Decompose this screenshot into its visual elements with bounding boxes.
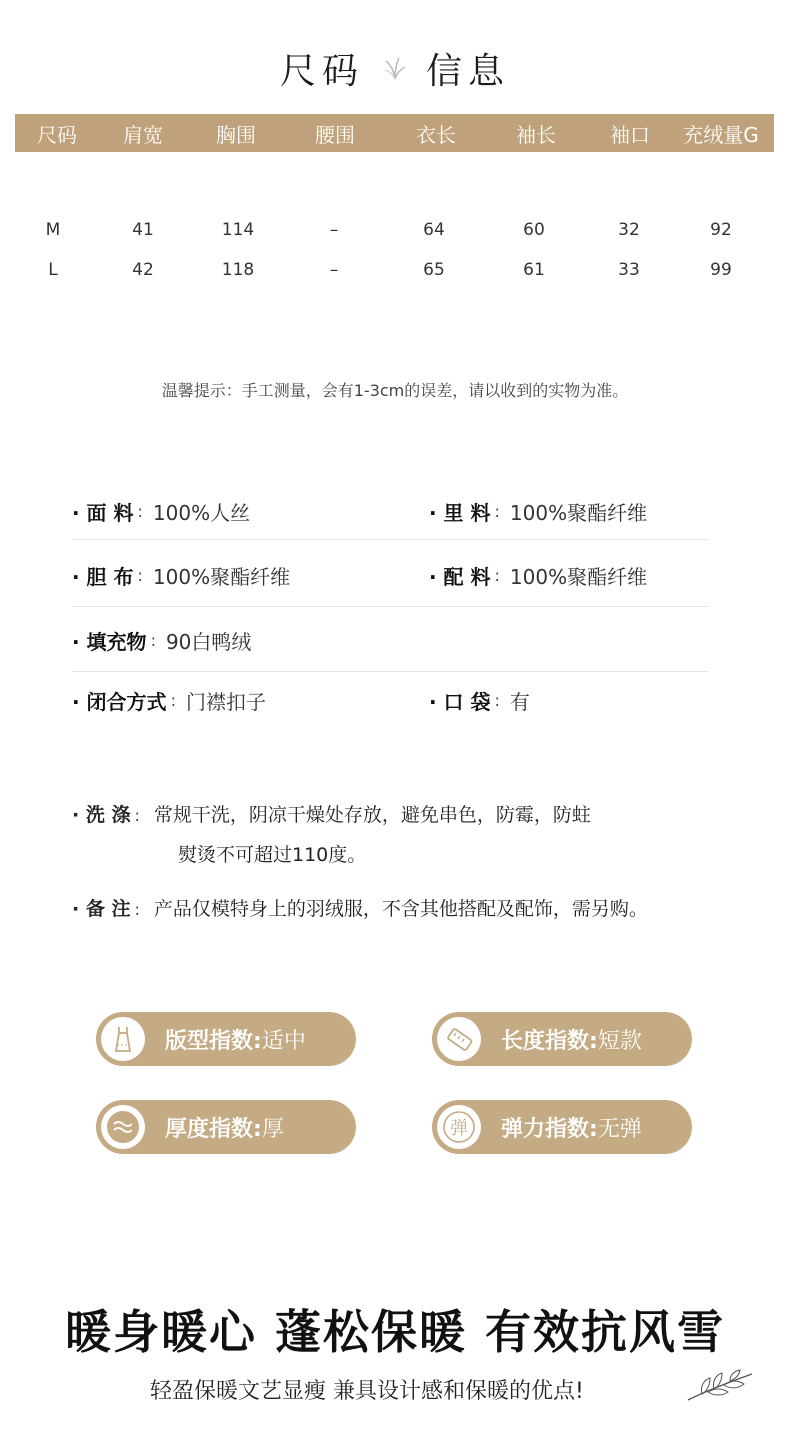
table-cell: 118 — [221, 260, 255, 280]
index-label: 版型指数: — [165, 1028, 262, 1054]
header-cell: 袖长 — [516, 122, 556, 147]
spec-label: · 口 袋 — [429, 689, 491, 714]
grass-leaf-icon — [382, 55, 408, 81]
length-index-pill — [432, 1012, 692, 1066]
waves-icon — [101, 1105, 145, 1149]
table-cell: 92 — [710, 220, 732, 240]
spec-filling: · 填充物 : 90白鸭绒 — [72, 618, 251, 662]
index-label: 弹力指数: — [501, 1116, 598, 1142]
size-table-header — [15, 114, 774, 152]
table-cell: 32 — [618, 220, 640, 240]
table-cell: M — [45, 220, 61, 240]
table-cell: 33 — [618, 260, 640, 280]
leaf-branch-icon — [684, 1368, 756, 1404]
spec-value: 门襟扣子 — [185, 689, 266, 714]
spec-label: · 里 料 — [429, 500, 491, 525]
spec-lining: · 里 料 : 100%聚酯纤维 — [429, 489, 647, 533]
spec-liner: · 胆 布 : 100%聚酯纤维 — [72, 553, 290, 597]
spec-trim: · 配 料 : 100%聚酯纤维 — [429, 553, 647, 597]
spec-pocket: · 口 袋 : 有 — [429, 678, 530, 722]
spec-label: · 填充物 — [72, 629, 147, 654]
table-cell: 99 — [710, 260, 732, 280]
wash-line2: 熨烫不可超过110度。 — [178, 844, 367, 866]
header-cell: 胸围 — [216, 122, 256, 147]
spec-label: · 胆 布 — [72, 564, 134, 589]
table-cell: – — [329, 260, 339, 280]
spec-value: 100%人丝 — [152, 500, 251, 525]
spec-value: 100%聚酯纤维 — [509, 564, 648, 589]
divider — [72, 539, 708, 540]
table-cell: – — [329, 220, 339, 240]
title-left: 尺码 — [279, 50, 364, 92]
wash-line1: 常规干洗，阴凉干燥处存放，避免串色，防霉，防蛀 — [153, 804, 591, 826]
ruler-icon — [437, 1017, 481, 1061]
elastic-index-pill — [432, 1100, 692, 1154]
spec-label: · 面 料 — [72, 500, 134, 525]
slogan: 暖身暖心 蓬松保暖 有效抗风雪 — [64, 1305, 726, 1359]
header-cell: 袖口 — [610, 122, 650, 147]
care-wash: · 洗 涤 : 常规干洗，阴凉干燥处存放，避免串色，防霉，防蛀 — [72, 804, 591, 826]
index-value: 适中 — [261, 1028, 306, 1054]
note-label: · 备 注 — [72, 898, 131, 920]
table-cell: 114 — [221, 220, 255, 240]
elastic-icon — [437, 1105, 481, 1149]
index-value: 厚 — [261, 1116, 284, 1142]
thickness-index-pill — [96, 1100, 356, 1154]
table-cell: 41 — [132, 220, 154, 240]
table-row — [0, 215, 790, 245]
dress-icon — [101, 1017, 145, 1061]
spec-value: 100%聚酯纤维 — [509, 500, 648, 525]
divider — [72, 671, 708, 672]
index-value: 无弹 — [597, 1116, 642, 1142]
index-label: 长度指数: — [501, 1028, 598, 1054]
elastic-icon-text: 弹 — [450, 1118, 468, 1139]
header-cell: 肩宽 — [123, 122, 163, 147]
spec-fabric: · 面 料 : 100%人丝 — [72, 489, 250, 533]
note-value: 产品仅模特身上的羽绒服，不含其他搭配及配饰，需另购。 — [153, 898, 648, 920]
header-cell: 尺码 — [37, 122, 77, 147]
table-cell: 61 — [523, 260, 545, 280]
spec-value: 有 — [509, 689, 530, 714]
measurement-tip: 温馨提示：手工测量，会有1-3cm的误差，请以收到的实物为准。 — [161, 381, 629, 400]
spec-closure: · 闭合方式 : 门襟扣子 — [72, 678, 266, 722]
page-title — [0, 40, 790, 96]
header-cell: 衣长 — [416, 122, 456, 147]
index-value: 短款 — [597, 1028, 642, 1054]
care-note: · 备 注 : 产品仅模特身上的羽绒服，不含其他搭配及配饰，需另购。 — [72, 898, 648, 920]
table-cell: 42 — [132, 260, 154, 280]
table-cell: L — [48, 260, 58, 280]
table-cell: 64 — [423, 220, 445, 240]
index-label: 厚度指数: — [165, 1116, 262, 1142]
spec-label: · 闭合方式 — [72, 689, 167, 714]
spec-label: · 配 料 — [429, 564, 491, 589]
header-cell: 腰围 — [315, 122, 355, 147]
subslogan: 轻盈保暖文艺显瘦 兼具设计感和保暖的优点! — [150, 1379, 584, 1404]
spec-value: 100%聚酯纤维 — [152, 564, 291, 589]
header-cell: 充绒量G — [683, 122, 759, 147]
table-row — [0, 255, 790, 285]
table-cell: 65 — [423, 260, 445, 280]
spec-value: 90白鸭绒 — [165, 629, 252, 654]
divider — [72, 606, 708, 607]
wash-label: · 洗 涤 — [72, 804, 131, 826]
title-right: 信息 — [426, 50, 511, 92]
fit-index-pill — [96, 1012, 356, 1066]
table-cell: 60 — [523, 220, 545, 240]
